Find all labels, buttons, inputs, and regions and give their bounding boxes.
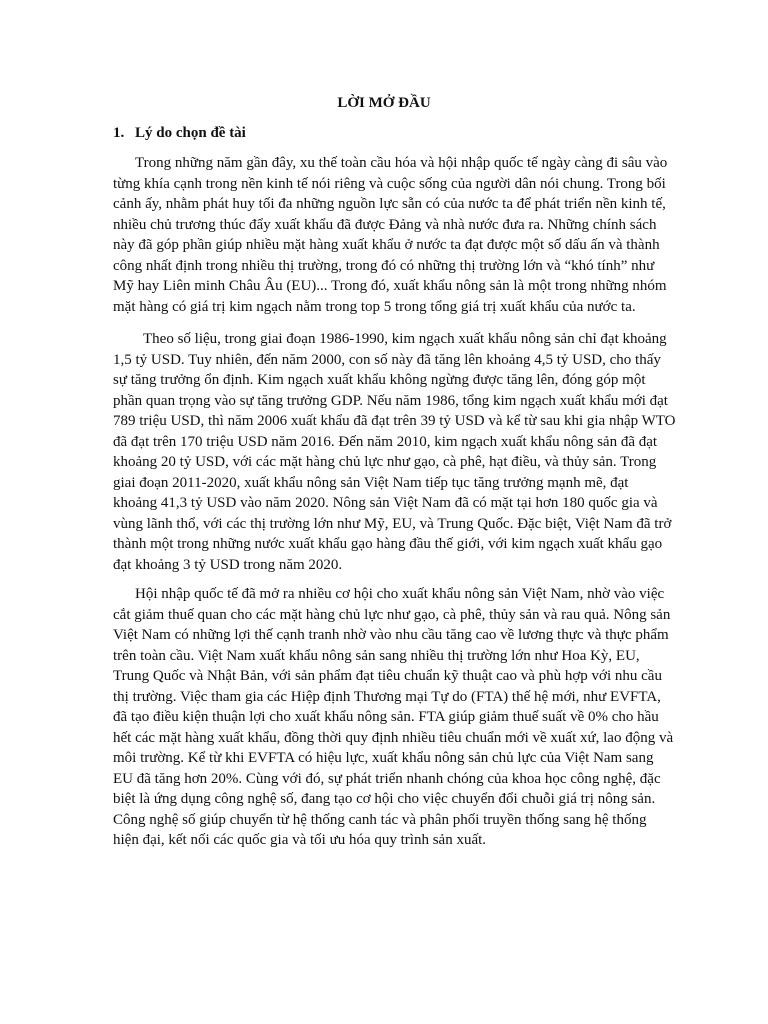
- paragraph-line: trên toàn cầu. Việt Nam xuất khẩu nông sản sang nhiều thị trường lớn như Hoa Kỳ, EU,: [113, 647, 640, 664]
- paragraph-line: khoảng 20 tỷ USD, với các mặt hàng chủ lực như gạo, cà phê, hạt điều, và thủy sản. Trong: [113, 454, 657, 470]
- paragraph-line: đã đạt trên 170 triệu USD năm 2016. Đến năm 2010, kim ngạch xuất khẩu nông sản đã đạt: [113, 433, 658, 450]
- paragraph-line: Hội nhập quốc tế đã mở ra nhiều cơ hội cho xuất khẩu nông sản Việt Nam, nhờ vào việc: [135, 586, 665, 602]
- paragraph-line: khoảng 41,3 tỷ USD vào năm 2020. Nông sản Việt Nam đã có mặt tại hơn 180 quốc gia và: [113, 495, 658, 511]
- paragraph-line: EU đã tăng hơn 20%. Cùng với đó, sự phát triển nhanh chóng của khoa học công nghệ, đặc: [113, 770, 661, 787]
- paragraph-2: [113, 329, 679, 575]
- paragraph-line: công nhất định trong nhiều thị trường, trong đó có những thị trường lớn và “khó tính” như: [113, 257, 655, 274]
- paragraph-line: biệt là ứng dụng công nghệ số, đang tạo cơ hội cho việc chuyển đổi chuỗi giá trị nông sản.: [113, 791, 656, 807]
- paragraph-line: Công nghệ số giúp chuyển từ hệ thống canh tác và phân phối truyền thống sang hệ thống: [113, 811, 647, 828]
- paragraph-line: mặt hàng có giá trị kim ngạch nằm trong top 5 trong tổng giá trị xuất khẩu của nước ta.: [113, 298, 636, 315]
- paragraph-line: hiện đại, kết nối các quốc gia và tối ưu hóa quy trình sản xuất.: [113, 832, 487, 848]
- section-heading: [113, 124, 246, 142]
- section-heading-text: Lý do chọn đề tài: [135, 125, 246, 141]
- paragraph-line: thị trường. Việc tham gia các Hiệp định Thương mại Tự do (FTA) thế hệ mới, như EVFTA,: [113, 688, 661, 705]
- paragraph-line: này đã góp phần giúp nhiều mặt hàng xuất khẩu ở nước ta đạt được một số dấu ấn và thành: [113, 237, 660, 253]
- section-number: 1.: [113, 125, 125, 141]
- paragraph-line: cắt giảm thuế quan cho các mặt hàng chủ lực như gạo, cà phê, thủy sản và rau quả. Nông sản: [113, 606, 671, 623]
- paragraph-3: [113, 584, 679, 851]
- paragraph-line: phần quan trọng vào sự tăng trưởng GDP. Nếu năm 1986, tổng kim ngạch xuất khẩu mới đạt: [113, 392, 668, 409]
- paragraph-line: từng khía cạnh trong nền kinh tế nói riêng và cuộc sống của người dân nói chung. Trong bối: [113, 175, 666, 192]
- paragraph-line: Trung Quốc và Nhật Bản, với sản phẩm đạt tiêu chuẩn kỹ thuật cao và phù hợp với nhu cầu: [113, 668, 662, 684]
- paragraph-line: giai đoạn 2011-2020, xuất khẩu nông sản Việt Nam tiếp tục tăng trưởng mạnh mẽ, đạt: [113, 474, 629, 491]
- paragraph-line: đã tạo điều kiện thuận lợi cho xuất khẩu nông sản. FTA giúp giảm thuế suất về 0% cho hầu: [113, 709, 659, 725]
- paragraph-line: sự tăng trưởng ổn định. Kim ngạch xuất khẩu không ngừng được tăng lên, đóng góp một: [113, 372, 646, 388]
- paragraph-line: 789 triệu USD, thì năm 2006 xuất khẩu đã đạt trên 39 tỷ USD và kể từ sau khi gia nhập WTO: [113, 413, 676, 429]
- paragraph-line: Theo số liệu, trong giai đoạn 1986-1990, kim ngạch xuất khẩu nông sản chỉ đạt khoảng: [143, 331, 667, 347]
- paragraph-line: đạt khoảng 3 tỷ USD trong năm 2020.: [113, 556, 343, 573]
- paragraph-line: môi trường. Kể từ khi EVFTA có hiệu lực, xuất khẩu nông sản chủ lực của Việt Nam sang: [113, 750, 654, 766]
- paragraph-1: [113, 153, 679, 317]
- paragraph-line: cảnh ấy, nhằm phát huy tối đa những nguồn lực sẵn có của nước ta để phát triển nền kinh tế,: [113, 196, 666, 212]
- paragraph-line: Việt Nam có những lợi thế cạnh tranh nhờ vào nhu cầu tăng cao về lương thực và thực phẩm: [113, 627, 669, 643]
- document-title: LỜI MỞ ĐẦU: [337, 95, 431, 111]
- paragraph-line: 1,5 tỷ USD. Tuy nhiên, đến năm 2000, con số này đã tăng lên khoảng 4,5 tỷ USD, cho thấy: [113, 351, 661, 368]
- paragraph-line: Trong những năm gần đây, xu thế toàn cầu hóa và hội nhập quốc tế ngày càng đi sâu vào: [135, 155, 668, 171]
- paragraph-line: hết các mặt hàng xuất khẩu, đồng thời quy định nhiều tiêu chuẩn mới về xuất xứ, lao động và: [113, 729, 674, 746]
- paragraph-line: thành một trong những nước xuất khẩu gạo hàng đầu thế giới, với kim ngạch xuất khẩu gạo: [113, 536, 663, 552]
- paragraph-line: Mỹ hay Liên minh Châu Âu (EU)... Trong đó, xuất khẩu nông sản là một trong những nhóm: [113, 278, 667, 294]
- paragraph-line: vùng lãnh thổ, với các thị trường lớn như Mỹ, EU, và Trung Quốc. Đặc biệt, Việt Nam đã trở: [113, 515, 672, 532]
- paragraph-line: nhiều chủ trương thúc đẩy xuất khẩu đã được Đảng và nhà nước đưa ra. Những chính sách: [113, 216, 657, 233]
